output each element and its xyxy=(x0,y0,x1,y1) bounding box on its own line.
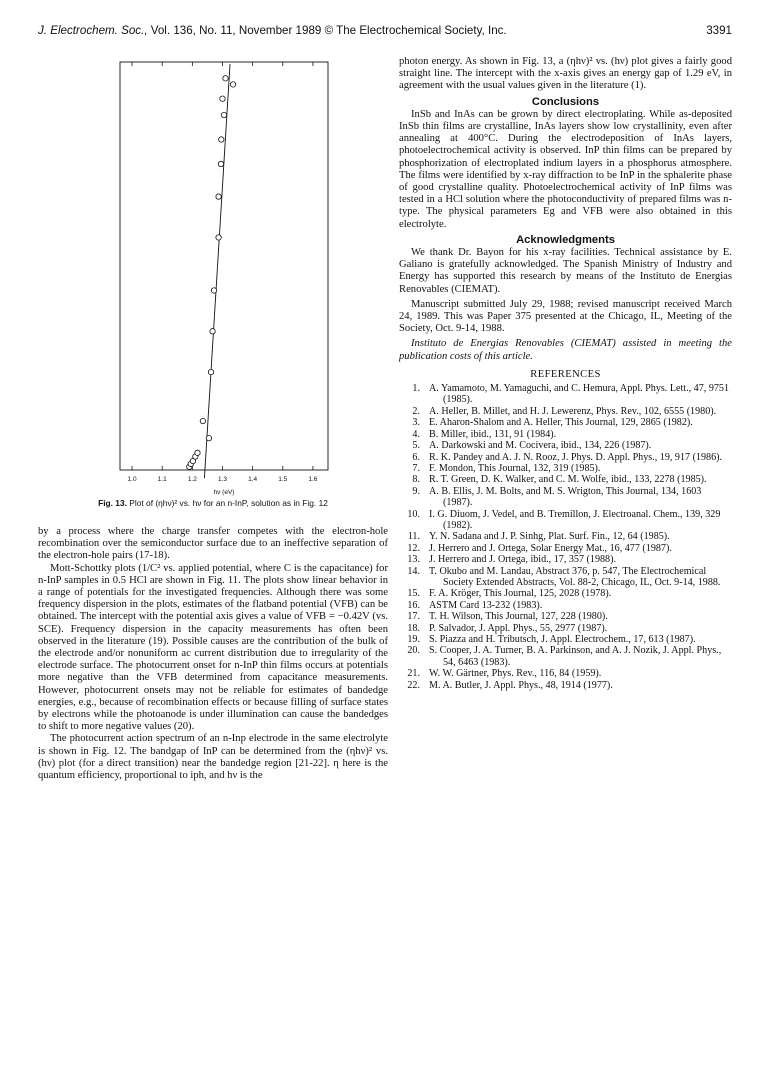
fig13-plot xyxy=(38,56,388,496)
data-points xyxy=(187,76,236,470)
x-tick-label: 1.3 xyxy=(217,476,228,483)
data-point xyxy=(223,76,228,81)
reference-number: 18. xyxy=(407,622,420,634)
reference-item xyxy=(399,429,732,440)
fit-line xyxy=(204,64,230,478)
conclusions-paragraph: InSb and InAs can be grown by direct electroplating. While as-deposited InSb thin films are crystalline, InAs layers show low crystallinity, even after annealing at 400°C. During the electrodeposition of InAs layers, photoelectrochemical activity is observed. InP thin films can be prepared by phosphorization of electroplated indium layers in a phosphorus atmosphere. The films were identified by x-ray diffraction to be InP in the sphalerite phase of good crystalline quality. Photoelectrochemical activity of InP films was tested in a HCl solution where the photoconductivity of prepared films was n-type. The physical parameters Eg and VFB were also obtained in this electrolyte. xyxy=(399,108,732,230)
reference-number: 10. xyxy=(407,508,420,520)
reference-number: 15. xyxy=(407,588,420,600)
reference-item xyxy=(399,611,732,622)
reference-item xyxy=(399,645,732,668)
x-tick-label: 1.4 xyxy=(248,476,258,483)
reference-text: P. Salvador, J. Appl. Phys., 55, 2977 (1987). xyxy=(429,622,608,634)
conclusions-heading: Conclusions xyxy=(531,95,600,108)
reference-text: F. A. Kröger, This Journal, 125, 2028 (1978). xyxy=(429,588,612,600)
x-tick-labels xyxy=(128,476,318,483)
reference-item xyxy=(399,566,732,589)
reference-number: 7. xyxy=(412,462,420,474)
reference-text: ASTM Card 13-232 (1983). xyxy=(429,599,543,611)
reference-item xyxy=(399,588,732,599)
acknowledgments-paragraph: We thank Dr. Bayon for his x-ray facilities. Technical assistance by E. Galiano is gratefully acknowledged. The Spanish Ministry of Industry and Energy has supported this research by means of the Instituto de Energias Renovables (CIEMAT). xyxy=(399,247,732,295)
data-point xyxy=(208,369,213,374)
journal-name: J. Electrochem. Soc., xyxy=(38,24,148,37)
x-tick-label: 1.1 xyxy=(157,476,167,483)
reference-item xyxy=(399,452,732,463)
data-point xyxy=(218,161,223,166)
data-point xyxy=(219,137,224,142)
data-point xyxy=(200,418,205,423)
caption-label: Fig. 13. xyxy=(98,498,127,508)
reference-number: 19. xyxy=(407,634,420,646)
data-point xyxy=(195,450,200,455)
reference-text: J. Herrero and J. Ortega, ibid., 17, 357 (1988). xyxy=(429,554,616,566)
volume-issue: Vol. 136, No. 11, November 1989 © The Electrochemical Society, Inc. xyxy=(147,24,507,37)
reference-text: A. Yamamoto, M. Yamaguchi, and C. Hemura, Appl. Phys. Lett., 47, 9751 (1985). xyxy=(429,383,730,406)
reference-number: 17. xyxy=(407,611,420,623)
reference-text: T. H. Wilson, This Journal, 127, 228 (1980). xyxy=(429,611,608,623)
reference-text: E. Aharon-Shalom and A. Heller, This Journal, 129, 2865 (1982). xyxy=(429,417,693,429)
reference-item xyxy=(399,531,732,542)
paragraph: The photocurrent action spectrum of an n-Inp electrode in the same electrolyte is shown in Fig. 12. The bandgap of InP can be determined from the (ηhν)² vs. (hν) plot (for a direct transition) near the bandedge region [21-22]. η here is the quantum efficiency, proportional to iph, and hν is the xyxy=(38,733,388,782)
manuscript-note: Manuscript submitted July 29, 1988; revised manuscript received March 24, 1989. This was Paper 375 presented at the Chicago, IL, Meeting of the Society, Oct. 9-14, 1988. xyxy=(399,298,732,335)
reference-item xyxy=(399,623,732,634)
reference-number: 1. xyxy=(412,383,420,395)
reference-number: 4. xyxy=(412,428,420,440)
reference-number: 11. xyxy=(407,531,420,543)
reference-item xyxy=(399,474,732,485)
right-column-text xyxy=(399,56,732,691)
reference-item xyxy=(399,509,732,532)
data-point xyxy=(220,96,225,101)
data-point xyxy=(211,288,216,293)
references-list xyxy=(399,383,732,691)
reference-number: 6. xyxy=(412,451,420,463)
x-tick-label: 1.0 xyxy=(127,476,137,483)
reference-item xyxy=(399,634,732,645)
reference-item xyxy=(399,600,732,611)
reference-item xyxy=(399,417,732,428)
reference-number: 16. xyxy=(407,599,420,611)
reference-number: 2. xyxy=(412,405,420,417)
affiliation-note: Instituto de Energias Renovables (CIEMAT) assisted in meeting the publication costs of this article. xyxy=(399,338,732,362)
reference-text: I. G. Diuom, J. Vedel, and B. Tremillon, J. Electroanal. Chem., 139, 329 (1982). xyxy=(429,508,721,531)
reference-text: S. Cooper, J. A. Turner, B. A. Parkinson, and A. J. Nozik, J. Appl. Phys., 54, 6463 (1983). xyxy=(429,645,722,668)
reference-number: 21. xyxy=(407,668,420,680)
page-number: 3391 xyxy=(706,24,732,37)
reference-text: S. Piazza and H. Tributsch, J. Appl. Electrochem., 17, 613 (1987). xyxy=(429,634,696,646)
reference-text: A. Heller, B. Millet, and H. J. Lewerenz, Phys. Rev., 102, 6555 (1980). xyxy=(429,405,717,417)
x-axis-label: hν (eV) xyxy=(213,489,235,496)
reference-item xyxy=(399,463,732,474)
references-heading: REFERENCES xyxy=(530,368,601,380)
figure-13 xyxy=(38,56,388,516)
x-tick-label: 1.6 xyxy=(308,476,318,483)
reference-number: 20. xyxy=(407,645,420,657)
reference-number: 22. xyxy=(407,679,420,691)
reference-text: Y. N. Sadana and J. P. Sinhg, Plat. Surf. Fin., 12, 64 (1985). xyxy=(429,531,670,543)
reference-number: 5. xyxy=(412,440,420,452)
x-tick-label: 1.5 xyxy=(278,476,288,483)
plot-frame xyxy=(120,62,328,470)
reference-text: W. W. Gärtner, Phys. Rev., 116, 84 (1959). xyxy=(429,668,602,680)
reference-text: F. Mondon, This Journal, 132, 319 (1985). xyxy=(429,462,601,474)
reference-number: 12. xyxy=(407,542,420,554)
reference-text: B. Miller, ibid., 131, 91 (1984). xyxy=(429,428,557,440)
reference-item xyxy=(399,440,732,451)
running-head xyxy=(38,24,507,37)
data-point xyxy=(206,435,211,440)
caption-text: Plot of (ηhν)² vs. hν for an n-InP, solution as in Fig. 12 xyxy=(126,498,328,508)
x-tick-label: 1.2 xyxy=(187,476,197,483)
frame-ticks xyxy=(132,62,313,470)
reference-number: 3. xyxy=(412,417,420,429)
reference-item xyxy=(399,383,732,406)
paragraph: Mott-Schottky plots (1/C² vs. applied potential, where C is the capacitance) for n-InP samples in 0.5 HCl are shown in Fig. 11. The plots show linear behavior in a range of potentials for the investigated frequencies. Although there was some frequency dispersion in the plots, estimates of the flatband potential (VFB) can be obtained. The intercept with the potential axis gives a value of VFB = −0.42V (vs. SCE). Frequency dispersion in the capacity measurements has often been observed in the literature (19). Possible causes are the contribution of the bulk of the electrode and/or nonuniform ac current distribution due to irregularity of the electrode surface. The photocurrent onset for n-InP thin films occurs at potentials more negative than the VFB determined from capacitance measurements. However, photocurrent onsets may not be reliable for estimates of bandedge energies, e.g., because of recombination effects or because filling of surface states by electrons while the photoanode is under illumination can cause the bandedges to shift to more negative values (20). xyxy=(38,562,388,733)
reference-text: R. T. Green, D. K. Walker, and C. M. Wolfe, ibid., 133, 2278 (1985). xyxy=(429,474,707,486)
left-column-text xyxy=(38,526,388,782)
reference-item xyxy=(399,680,732,691)
reference-number: 8. xyxy=(412,474,420,486)
reference-text: R. K. Pandey and A. J. N. Rooz, J. Phys. D. Appl. Phys., 19, 917 (1986). xyxy=(429,451,723,463)
reference-item xyxy=(399,406,732,417)
data-point xyxy=(216,194,221,199)
paragraph: by a process where the charge transfer competes with the electron-hole recombination over the semiconductor surface due to an ineffective separation of the electron-hole pairs (17-18). xyxy=(38,526,388,562)
data-point xyxy=(210,329,215,334)
figure-caption xyxy=(38,498,388,508)
page-header xyxy=(38,24,732,42)
data-point xyxy=(216,235,221,240)
acknowledgments-heading: Acknowledgments xyxy=(516,233,615,246)
reference-number: 9. xyxy=(412,485,420,497)
reference-number: 13. xyxy=(407,554,420,566)
data-point xyxy=(221,112,226,117)
reference-text: M. A. Butler, J. Appl. Phys., 48, 1914 (1977). xyxy=(429,679,613,691)
reference-text: T. Okubo and M. Landau, Abstract 376, p. 547, The Electrochemical Society Extended Abstracts, Vol. 88-2, Chicago, IL, Oct. 9-14, 1988. xyxy=(429,565,721,588)
reference-text: A. B. Ellis, J. M. Bolts, and M. S. Wrigton, This Journal, 134, 1603 (1987). xyxy=(429,485,702,509)
reference-item xyxy=(399,543,732,554)
reference-number: 14. xyxy=(407,565,420,577)
paragraph: photon energy. As shown in Fig. 13, a (ηhν)² vs. (hν) plot gives a fairly good straight line. The intercept with the x-axis gives an energy gap of 1.29 eV, in agreement with the usual values given in the literature (1). xyxy=(399,56,732,92)
reference-item xyxy=(399,486,732,509)
reference-text: J. Herrero and J. Ortega, Solar Energy Mat., 16, 477 (1987). xyxy=(429,542,672,554)
reference-item xyxy=(399,554,732,565)
data-point xyxy=(230,82,235,87)
reference-text: A. Darkowski and M. Cocivera, ibid., 134, 226 (1987). xyxy=(429,440,652,452)
reference-item xyxy=(399,668,732,679)
